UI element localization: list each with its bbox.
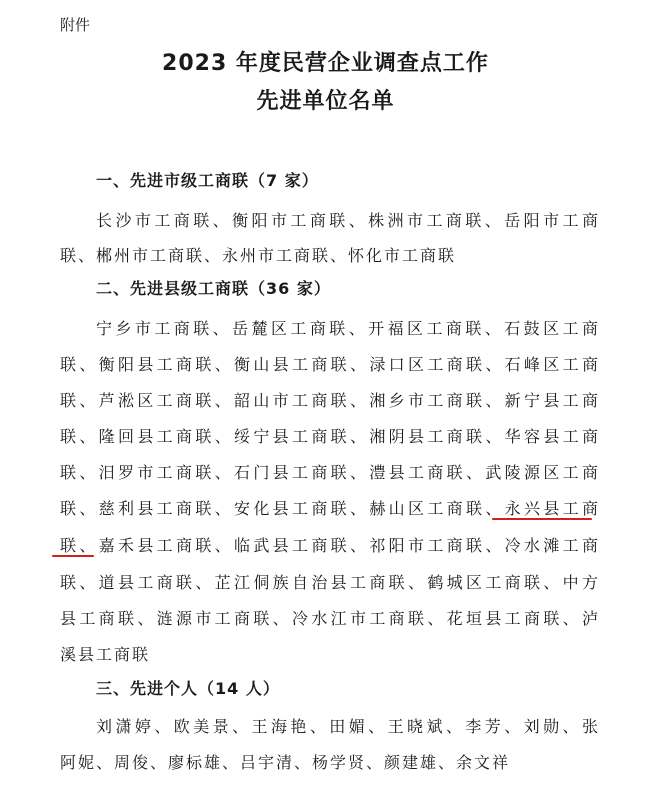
attachment-label: 附件 [60, 16, 91, 34]
highlight-underline [52, 555, 94, 557]
section-heading-county: 二、先进县级工商联（36 家） [96, 279, 331, 298]
text-line: 宁乡市工商联、岳麓区工商联、开福区工商联、石鼓区工商 [96, 319, 600, 338]
section-heading-individuals: 三、先进个人（14 人） [96, 679, 280, 698]
document-title-line2: 先进单位名单 [256, 89, 395, 114]
section-heading-city: 一、先进市级工商联（7 家） [96, 171, 319, 190]
text-line: 联、慈利县工商联、安化县工商联、赫山区工商联、永兴县工商 [60, 499, 600, 518]
text-line: 刘潇婷、欧美景、王海艳、田媚、王晓斌、李芳、刘勋、张 [96, 717, 600, 736]
text-line: 长沙市工商联、衡阳市工商联、株洲市工商联、岳阳市工商 [96, 211, 600, 230]
document-title-line1: 2023 年度民营企业调查点工作 [162, 51, 489, 76]
text-line: 溪县工商联 [60, 645, 151, 664]
text-line: 联、汨罗市工商联、石门县工商联、澧县工商联、武陵源区工商 [60, 463, 600, 482]
text-line: 阿妮、周俊、廖标雄、吕宇清、杨学贤、颜建雄、余文祥 [60, 753, 511, 772]
text-line: 联、芦淞区工商联、韶山市工商联、湘乡市工商联、新宁县工商 [60, 391, 600, 410]
text-line: 联、郴州市工商联、永州市工商联、怀化市工商联 [60, 246, 457, 265]
text-line: 联、嘉禾县工商联、临武县工商联、祁阳市工商联、冷水滩工商 [60, 536, 600, 555]
text-line: 县工商联、涟源市工商联、冷水江市工商联、花垣县工商联、泸 [60, 609, 600, 628]
text-line: 联、隆回县工商联、绥宁县工商联、湘阴县工商联、华容县工商 [60, 427, 600, 446]
highlight-underline [492, 518, 592, 520]
text-line: 联、道县工商联、芷江侗族自治县工商联、鹤城区工商联、中方 [60, 573, 600, 592]
text-line: 联、衡阳县工商联、衡山县工商联、渌口区工商联、石峰区工商 [60, 355, 600, 374]
